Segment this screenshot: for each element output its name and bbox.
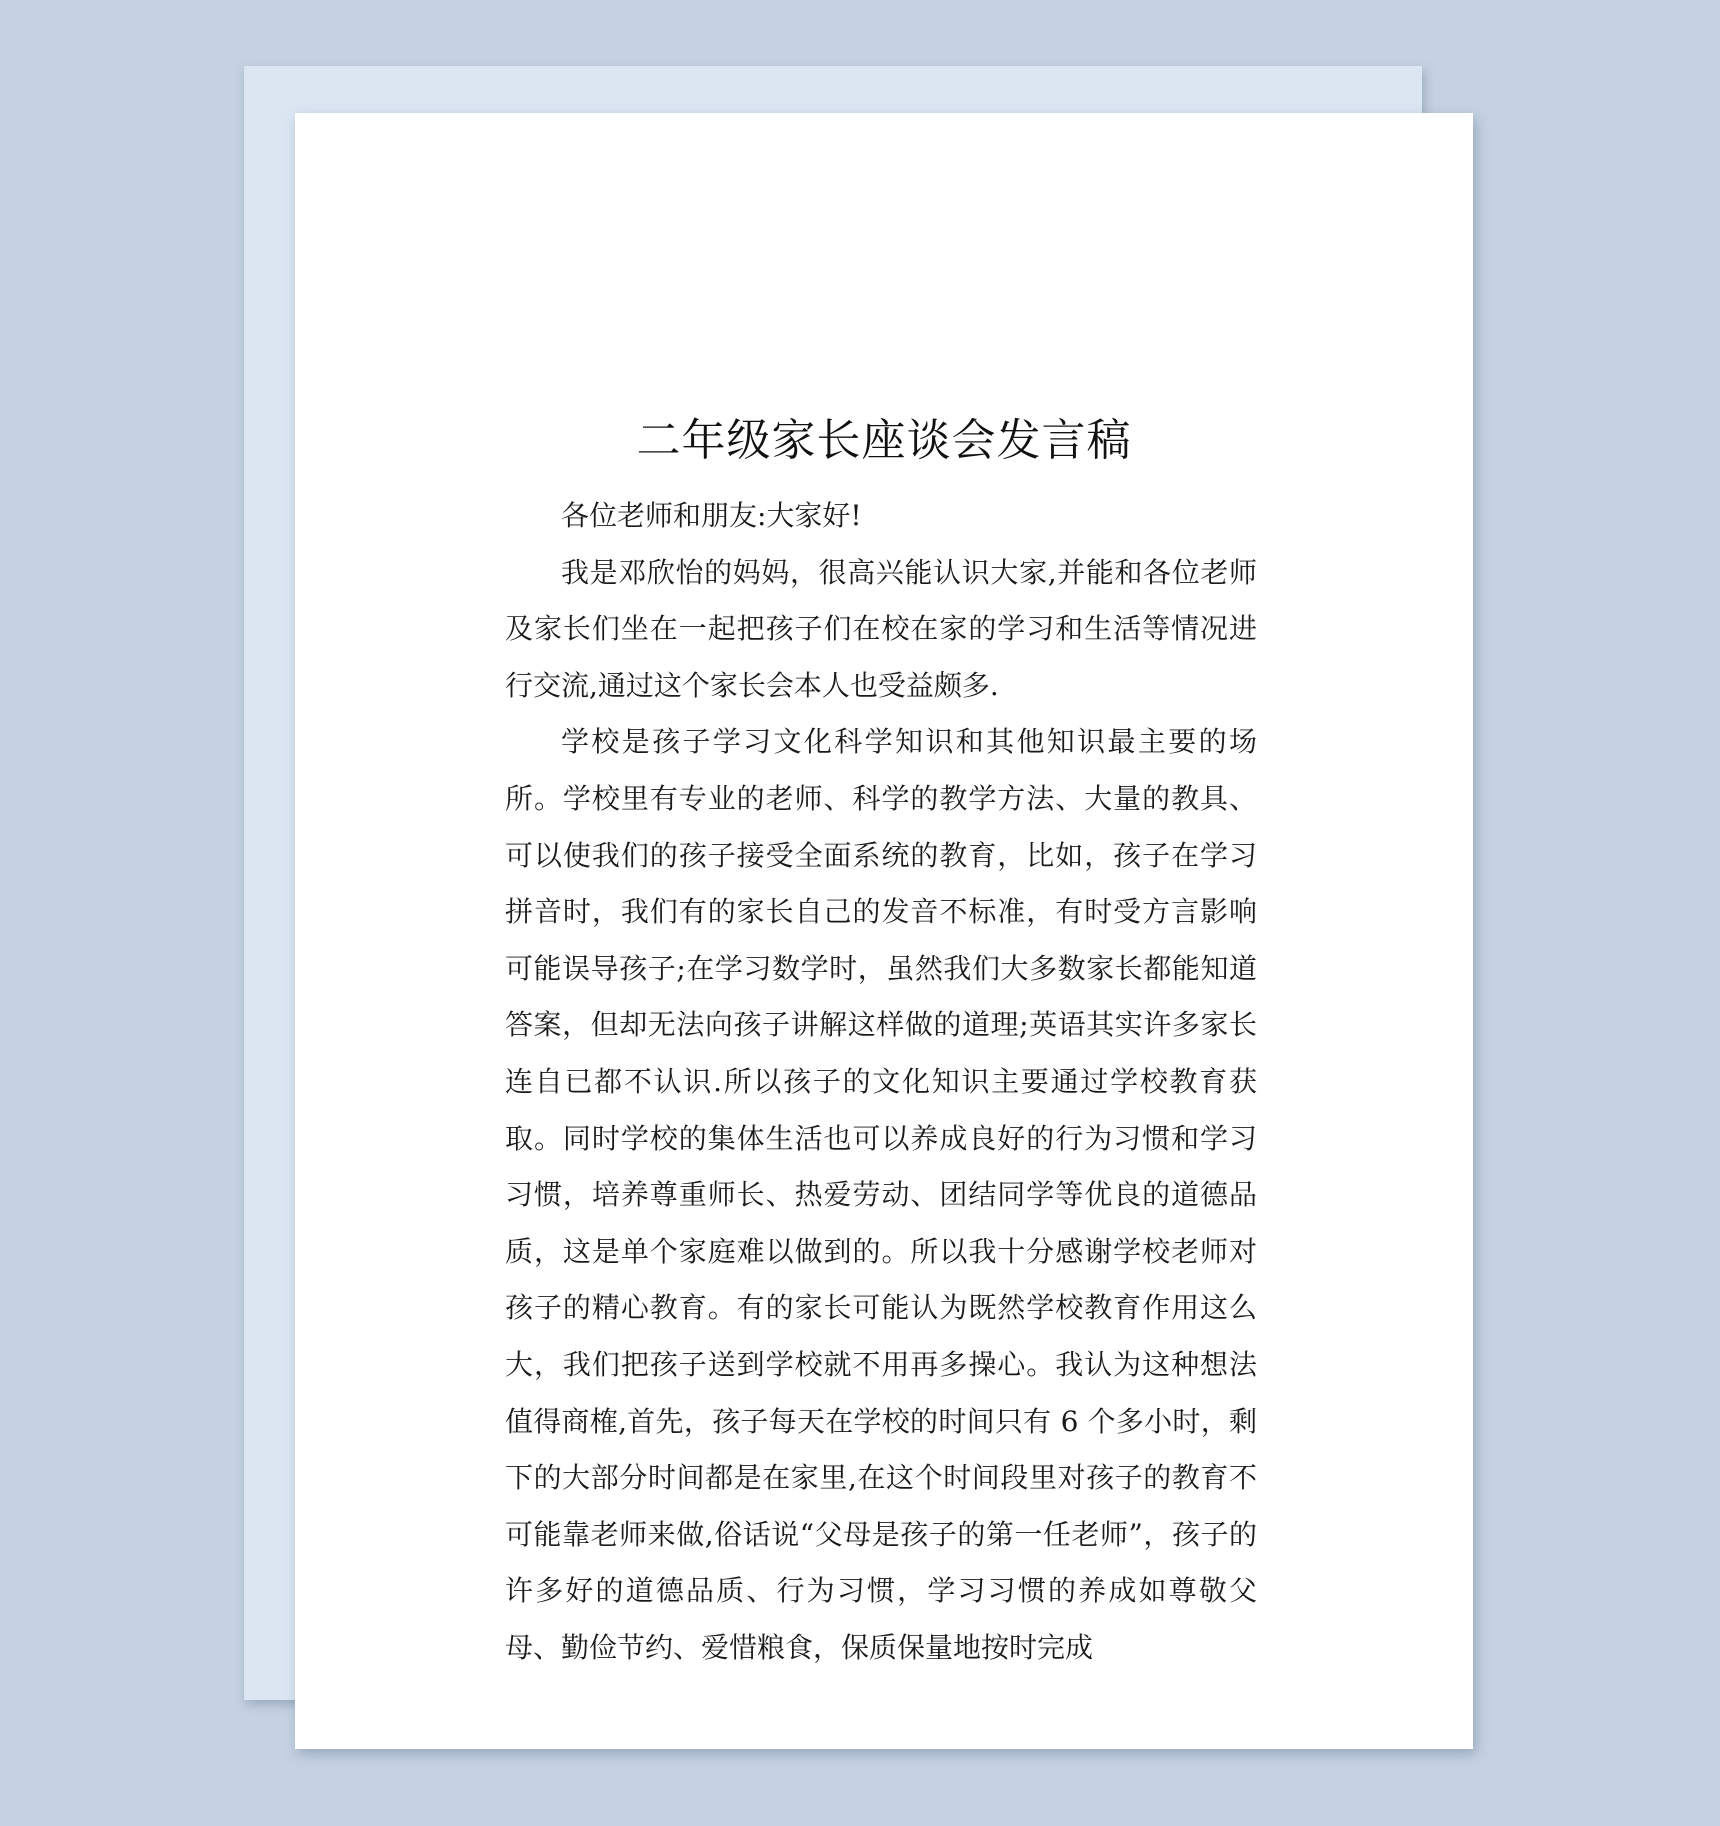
document-page bbox=[295, 113, 1473, 1749]
greeting-paragraph: 各位老师和朋友:大家好! bbox=[561, 499, 862, 532]
introduction-paragraph: 我是邓欣怡的妈妈，很高兴能认识大家,并能和各位老师及家长们坐在一起把孩子们在校在家的学习和生活等情况进行交流,通过这个家长会本人也受益颇多. bbox=[505, 555, 1257, 702]
school-role-paragraph: 学校是孩子学习文化科学知识和其他知识最主要的场所。学校里有专业的老师、科学的教学方法、大量的教具、可以使我们的孩子接受全面系统的教育，比如，孩子在学习拼音时，我们有的家长自己的发音不标准，有时受方言影响可能误导孩子;在学习数学时，虽然我们大多数家长都能知道答案，但却无法向孩子讲解这样做的道理;英语其实许多家长连自已都不认识.所以孩子的文化知识主要通过学校教育获取。同时学校的集体生活也可以养成良好的行为习惯和学习习惯，培养尊重师长、热爱劳动、团结同学等优良的道德品质，这是单个家庭难以做到的。所以我十分感谢学校老师对孩子的精心教育。有的家长可能认为既然学校教育作用这么大，我们把孩子送到学校就不用再多操心。我认为这种想法值得商榷,首先，孩子每天在学校的时间只有 6 个多小时，剩下的大部分时间都是在家里,在这个时间段里对孩子的教育不可能靠老师来做,俗话说“父母是孩子的第一任老师”，孩子的许多好的道德品质、行为习惯，学习习惯的养成如尊敬父母、勤俭节约、爱惜粮食，保质保量地按时完成 bbox=[505, 725, 1257, 1664]
document-title: 二年级家长座谈会发言稿 bbox=[636, 415, 1132, 466]
document-body bbox=[505, 488, 1257, 1676]
